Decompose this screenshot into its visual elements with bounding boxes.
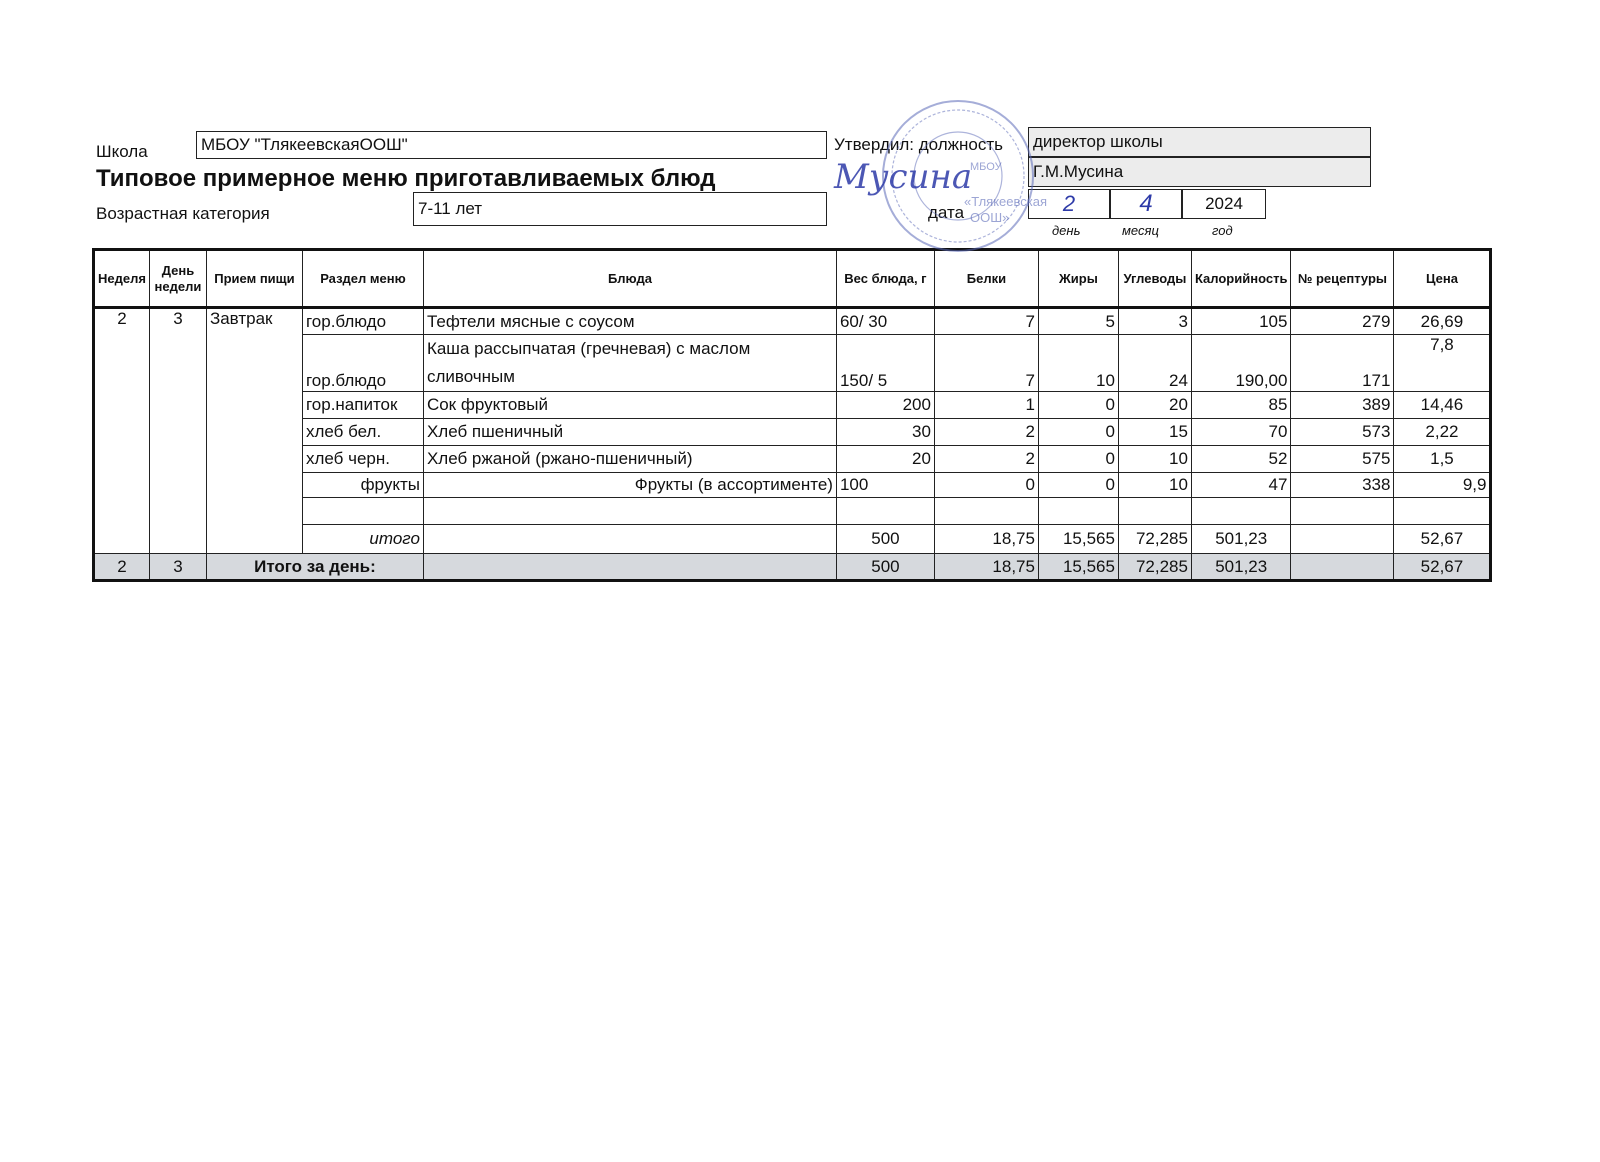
stamp-text-small: МБОУ xyxy=(970,161,1002,173)
weight-cell: 200 xyxy=(836,392,934,419)
calories-cell: 47 xyxy=(1191,473,1291,498)
table-header-row xyxy=(94,250,1491,308)
col-protein: Белки xyxy=(934,250,1038,308)
recipe-cell: 575 xyxy=(1291,446,1394,473)
table-row xyxy=(94,308,1491,335)
total-calories: 501,23 xyxy=(1191,554,1291,581)
recipe-cell: 171 xyxy=(1291,335,1394,392)
carbs-cell: 20 xyxy=(1118,392,1191,419)
subtotal-price: 52,67 xyxy=(1394,525,1491,554)
recipe-cell: 338 xyxy=(1291,473,1394,498)
total-price: 52,67 xyxy=(1394,554,1491,581)
subtotal-fat: 15,565 xyxy=(1038,525,1118,554)
subtotal-calories: 501,23 xyxy=(1191,525,1291,554)
section-cell: гор.напиток xyxy=(302,392,423,419)
dish-cell: Хлеб ржаной (ржано-пшеничный) xyxy=(423,446,836,473)
table-row xyxy=(94,473,1491,498)
col-calories: Калорийность xyxy=(1191,250,1291,308)
protein-cell: 7 xyxy=(934,335,1038,392)
col-price: Цена xyxy=(1394,250,1491,308)
calories-cell: 85 xyxy=(1191,392,1291,419)
carbs-cell: 24 xyxy=(1118,335,1191,392)
subtotal-weight: 500 xyxy=(836,525,934,554)
month-field: 4 xyxy=(1110,189,1182,219)
subtotal-carbs: 72,285 xyxy=(1118,525,1191,554)
carbs-cell: 10 xyxy=(1118,446,1191,473)
weight-cell: 100 xyxy=(836,473,934,498)
price-cell: 1,5 xyxy=(1394,446,1491,473)
stamp-text-top: «Тлякеевская xyxy=(964,194,1048,209)
signature xyxy=(830,150,1005,208)
school-label: Школа xyxy=(96,142,148,161)
month-hint: месяц xyxy=(1122,223,1159,238)
stamp-text-mid: ООШ» xyxy=(970,210,1010,225)
col-fat: Жиры xyxy=(1038,250,1118,308)
table-row xyxy=(94,335,1491,392)
total-fat: 15,565 xyxy=(1038,554,1118,581)
col-dish: Блюда xyxy=(423,250,836,308)
col-week: Неделя xyxy=(94,250,150,308)
signature-text: Мусина xyxy=(834,157,973,197)
weight-cell: 30 xyxy=(836,419,934,446)
age-field: 7-11 лет xyxy=(413,192,827,226)
dish-cell: Каша рассыпчатая (гречневая) с маслом сливочным xyxy=(423,335,836,392)
price-cell: 7,8 xyxy=(1394,335,1491,392)
day-cell: 3 xyxy=(149,308,206,554)
dish-cell: Фрукты (в ассортименте) xyxy=(423,473,836,498)
approved-label: Утвердил: должность xyxy=(834,135,1004,154)
total-carbs: 72,285 xyxy=(1118,554,1191,581)
table-row xyxy=(94,419,1491,446)
dish-cell: Сок фруктовый xyxy=(423,392,836,419)
position-field: директор школы xyxy=(1028,127,1371,157)
day-hint: день xyxy=(1052,223,1081,238)
total-protein: 18,75 xyxy=(934,554,1038,581)
section-cell: гор.блюдо xyxy=(302,308,423,335)
calories-cell: 52 xyxy=(1191,446,1291,473)
date-label: дата xyxy=(928,203,965,222)
col-weight: Вес блюда, г xyxy=(836,250,934,308)
fat-cell: 0 xyxy=(1038,419,1118,446)
col-section: Раздел меню xyxy=(302,250,423,308)
total-day: 3 xyxy=(149,554,206,581)
protein-cell: 2 xyxy=(934,446,1038,473)
subtotal-protein: 18,75 xyxy=(934,525,1038,554)
carbs-cell: 3 xyxy=(1118,308,1191,335)
weight-cell: 60/ 30 xyxy=(836,308,934,335)
col-recipe: № рецептуры xyxy=(1291,250,1394,308)
meal-cell: Завтрак xyxy=(206,308,302,554)
week-cell: 2 xyxy=(94,308,150,554)
section-cell: гор.блюдо xyxy=(302,335,423,392)
protein-cell: 2 xyxy=(934,419,1038,446)
section-cell: хлеб бел. xyxy=(302,419,423,446)
price-cell: 9,9 xyxy=(1394,473,1491,498)
school-field: МБОУ "ТлякеевскаяООШ" xyxy=(196,131,827,159)
protein-cell: 7 xyxy=(934,308,1038,335)
fat-cell: 0 xyxy=(1038,392,1118,419)
recipe-cell: 573 xyxy=(1291,419,1394,446)
table-row xyxy=(94,392,1491,419)
recipe-cell: 279 xyxy=(1291,308,1394,335)
fat-cell: 0 xyxy=(1038,473,1118,498)
year-hint: год xyxy=(1212,223,1233,238)
carbs-cell: 15 xyxy=(1118,419,1191,446)
page-title: Типовое примерное меню приготавливаемых блюд xyxy=(96,165,716,192)
subtotal-row xyxy=(94,525,1491,554)
fat-cell: 10 xyxy=(1038,335,1118,392)
subtotal-label: итого xyxy=(302,525,423,554)
calories-cell: 190,00 xyxy=(1191,335,1291,392)
table-row xyxy=(94,446,1491,473)
col-meal: Прием пищи xyxy=(206,250,302,308)
price-cell: 14,46 xyxy=(1394,392,1491,419)
carbs-cell: 10 xyxy=(1118,473,1191,498)
col-carbs: Углеводы xyxy=(1118,250,1191,308)
weight-cell: 20 xyxy=(836,446,934,473)
empty-row xyxy=(94,498,1491,525)
menu-table xyxy=(92,248,1492,582)
fat-cell: 5 xyxy=(1038,308,1118,335)
dish-cell: Тефтели мясные с соусом xyxy=(423,308,836,335)
price-cell: 2,22 xyxy=(1394,419,1491,446)
day-total-row xyxy=(94,554,1491,581)
fat-cell: 0 xyxy=(1038,446,1118,473)
total-week: 2 xyxy=(94,554,150,581)
day-field: 2 xyxy=(1028,189,1110,219)
day-total-label: Итого за день: xyxy=(206,554,423,581)
calories-cell: 105 xyxy=(1191,308,1291,335)
protein-cell: 0 xyxy=(934,473,1038,498)
price-cell: 26,69 xyxy=(1394,308,1491,335)
section-cell: фрукты xyxy=(302,473,423,498)
col-day: День недели xyxy=(149,250,206,308)
protein-cell: 1 xyxy=(934,392,1038,419)
director-name-field: Г.М.Мусина xyxy=(1028,157,1371,187)
age-label: Возрастная категория xyxy=(96,204,270,223)
calories-cell: 70 xyxy=(1191,419,1291,446)
dish-cell: Хлеб пшеничный xyxy=(423,419,836,446)
weight-cell: 150/ 5 xyxy=(836,335,934,392)
section-cell: хлеб черн. xyxy=(302,446,423,473)
total-weight: 500 xyxy=(836,554,934,581)
year-field: 2024 xyxy=(1182,189,1266,219)
recipe-cell: 389 xyxy=(1291,392,1394,419)
